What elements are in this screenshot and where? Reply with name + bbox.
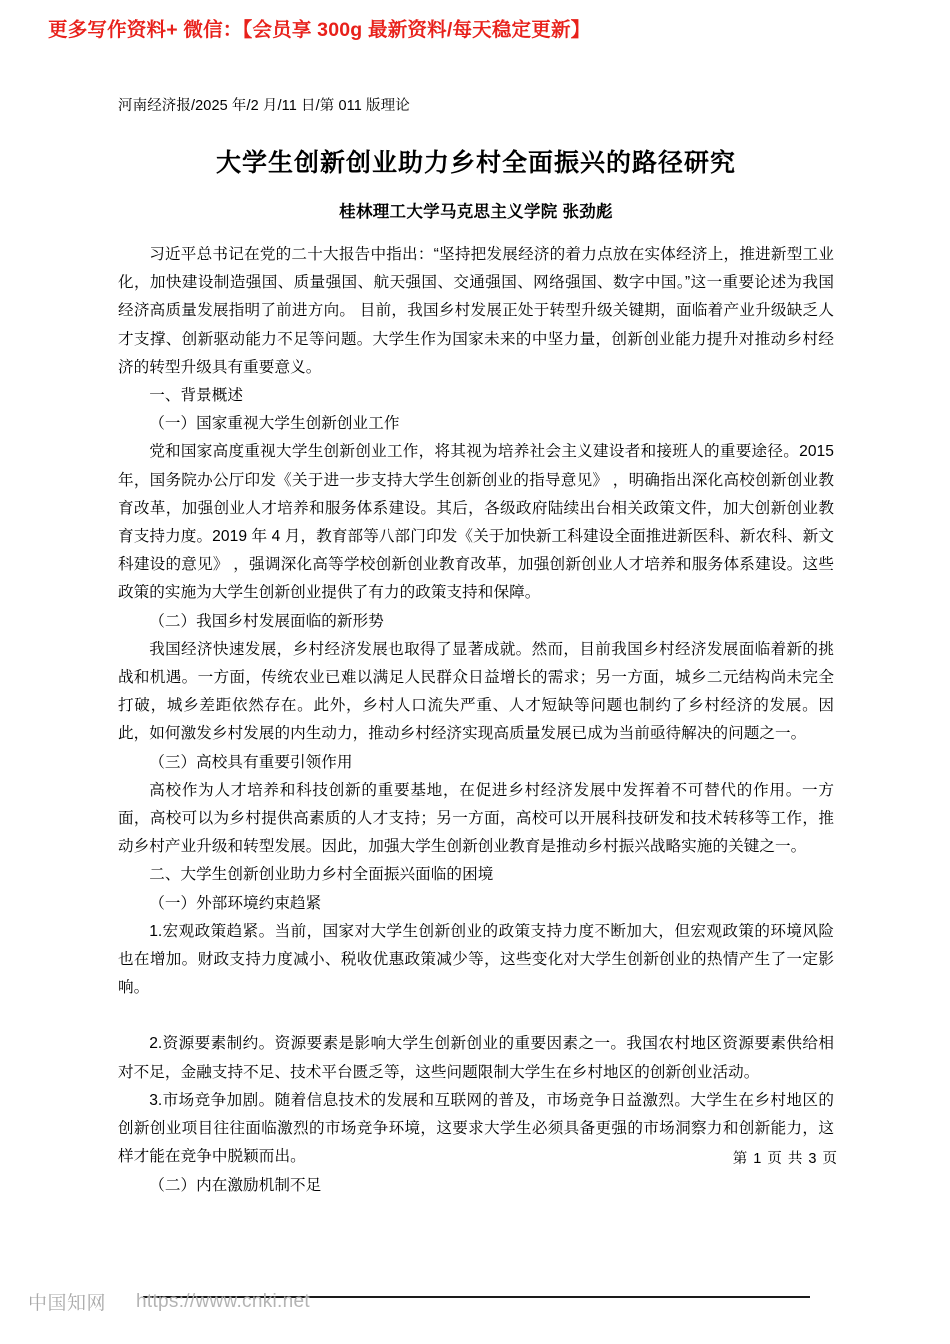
promo-banner-text: 更多写作资料+ 微信：【会员享 300g 最新资料/每天稳定更新】 [48, 19, 591, 41]
article-title: 大学生创新创业助力乡村全面振兴的路径研究 [215, 149, 736, 177]
paragraph: 我国经济快速发展，乡村经济发展也取得了显著成就。然而，目前我国乡村经济发展面临着新的挑战和机遇。一方面，传统农业已难以满足人民群众日益增长的需求；另一方面，城乡二元结构尚未完全打破，城乡差距依然存在。此外，乡村人口流失严重、人才短缺等问题也制约了乡村经济的发展。因此，如何激发乡村发展的内生动力，推动乡村经济实现高质量发展已成为当前亟待解决的问题之一。 [118, 640, 834, 743]
page-counter: 第 1 页 共 3 页 [732, 1151, 838, 1167]
section-heading-2: （二）内在激励机制不足 [149, 1176, 322, 1194]
cnki-url-label: https://www.cnki.net [136, 1290, 310, 1312]
article-content [118, 241, 834, 1200]
paragraph: 3.市场竞争加剧。随着信息技术的发展和互联网的普及，市场竞争日益激烈。大学生在乡村地区的创新创业项目往往面临激烈的市场竞争环境，这要求大学生必须具备更强的市场洞察力和创新能力，这样才能在竞争中脱颖而出。 [118, 1091, 834, 1166]
promo-banner [0, 0, 950, 56]
cnki-watermark [28, 1288, 310, 1315]
section-heading-2: （一）外部环境约束趋紧 [149, 894, 322, 912]
paragraph: 高校作为人才培养和科技创新的重要基地，在促进乡村经济发展中发挥着不可替代的作用。一方面，高校可以为乡村提供高素质的人才支持；另一方面，高校可以开展科技研发和技术转移等工作，推动乡村产业升级和转型发展。因此，加强大学生创新创业教育是推动乡村振兴战略实施的关键之一。 [118, 781, 834, 856]
section-heading-2: （一）国家重视大学生创新创业工作 [149, 415, 400, 433]
cnki-brand-label: 中国知网 [28, 1293, 107, 1314]
document-page [0, 56, 950, 1272]
article-author: 桂林理工大学马克思主义学院 张劲彪 [339, 203, 613, 221]
paragraph: 习近平总书记在党的二十大报告中指出：“坚持把发展经济的着力点放在实体经济上，推进新型工业化，加快建设制造强国、质量强国、航天强国、交通强国、网络强国、数字中国。”这一重要论述为我国经济高质量发展指明了前进方向。 目前，我国乡村发展正处于转型升级关键期，面临着产业升级缺乏人才支撑、创新驱动能力不足等问题。大学生作为国家未来的中坚力量，创新创业能力提升对推动乡村经济的转型升级具有重要意义。 [118, 246, 834, 376]
paragraph: 2.资源要素制约。资源要素是影响大学生创新创业的重要因素之一。我国农村地区资源要素供给相对不足，金融支持不足、技术平台匮乏等，这些问题限制大学生在乡村地区的创新创业活动。 [118, 1035, 834, 1081]
paragraph: 1.宏观政策趋紧。当前，国家对大学生创新创业的政策支持力度不断加大，但宏观政策的环境风险也在增加。财政支持力度减小、税收优惠政策减少等，这些变化对大学生创新创业的热情产生了一定影响。 [118, 922, 834, 997]
section-heading-1: 二、大学生创新创业助力乡村全面振兴面临的困境 [149, 866, 494, 884]
section-heading-2: （三）高校具有重要引领作用 [149, 753, 353, 771]
section-heading-1: 一、背景概述 [149, 387, 244, 405]
section-heading-2: （二）我国乡村发展面临的新形势 [149, 612, 384, 630]
paragraph: 党和国家高度重视大学生创新创业工作，将其视为培养社会主义建设者和接班人的重要途径。2015 年，国务院办公厅印发《关于进一步支持大学生创新创业的指导意见》 ，明确指出深化高校创新创业教育改革，加强创业人才培养和服务体系建设。其后，各级政府陆续出台相关政策文件，加大创新创业教育支持力度。2019 年 4 月，教育部等八部门印发《关于加快新工科建设全面推进新医科、新农科、新文科建设的意见》 ，强调深化高等学校创新创业教育改革，加强创新创业人才培养和服务体系建设。这些政策的实施为大学生创新创业提供了有力的政策支持和保障。 [118, 443, 834, 602]
publication-source-line: 河南经济报/2025 年/2 月/11 日/第 011 版理论 [118, 98, 410, 114]
document-body [118, 94, 834, 1200]
